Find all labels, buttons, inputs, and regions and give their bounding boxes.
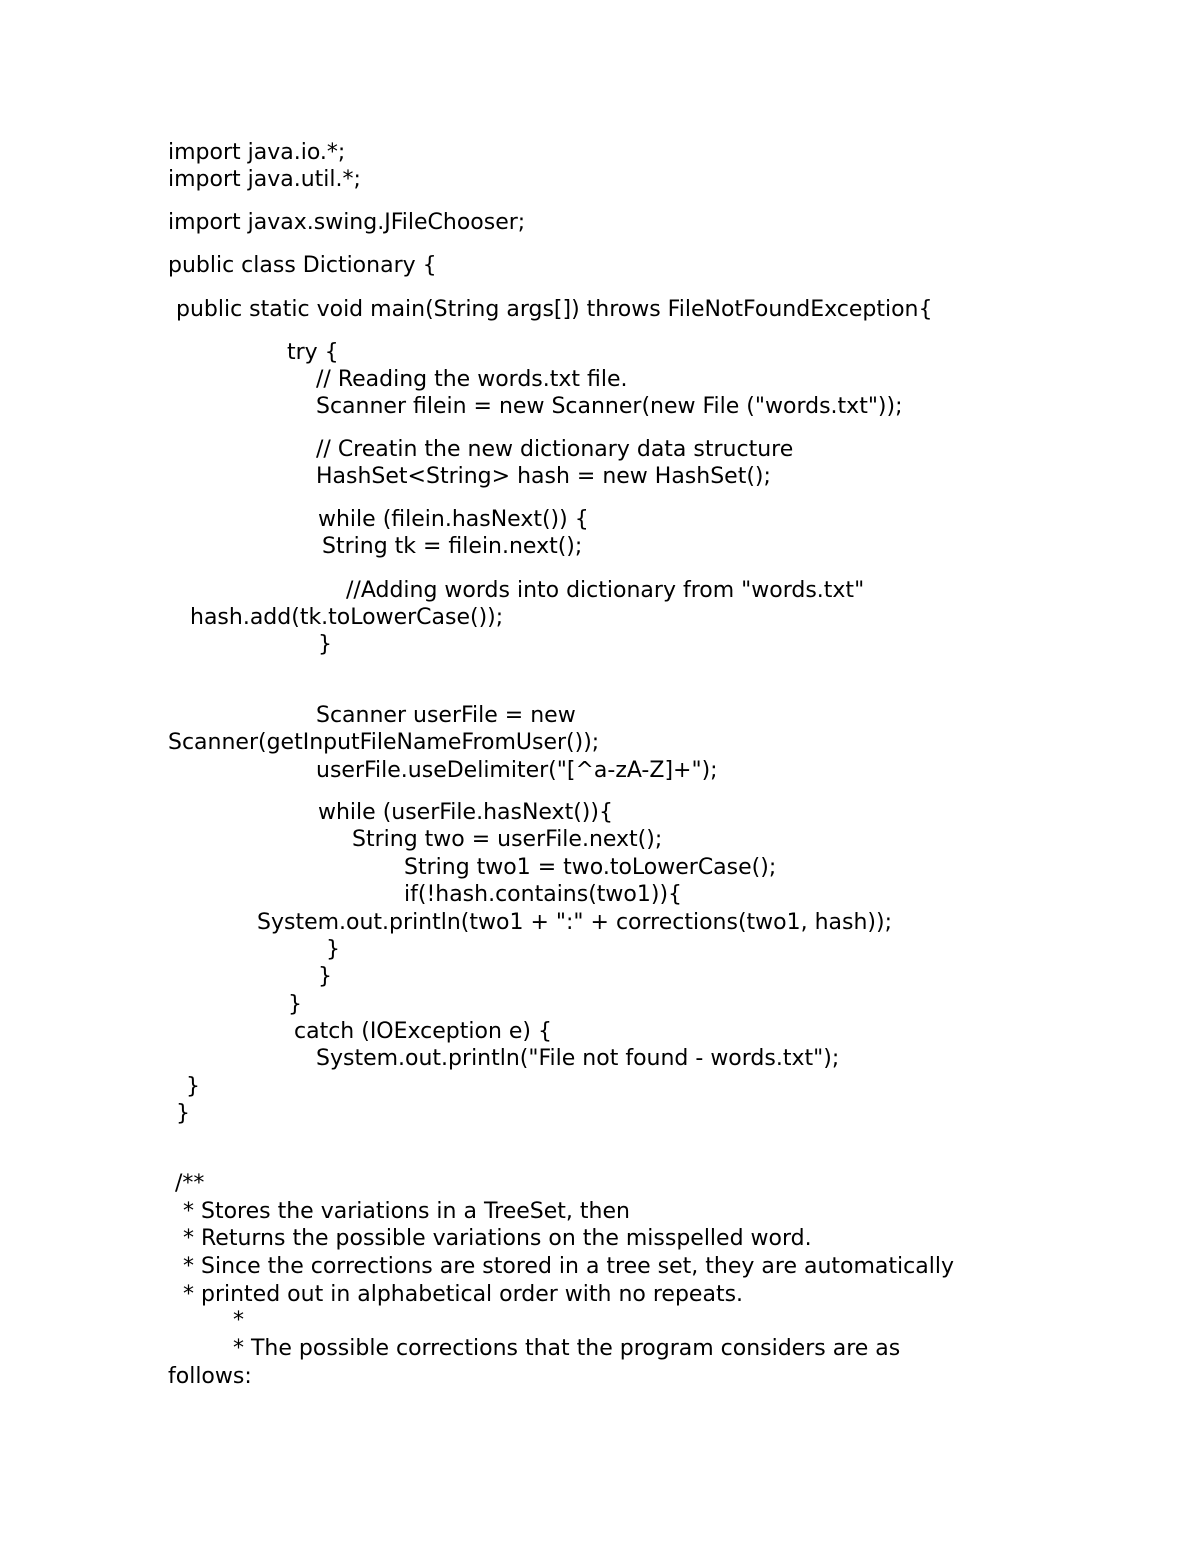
- code-line: String two1 = two.toLowerCase();: [404, 855, 777, 880]
- code-line: }: [288, 992, 302, 1017]
- doc-comment-line: * Stores the variations in a TreeSet, then: [183, 1199, 630, 1224]
- code-line: Scanner filein = new Scanner(new File ("words.txt"));: [316, 394, 903, 419]
- doc-comment-line: follows:: [168, 1364, 252, 1389]
- code-line: System.out.println(two1 + ":" + corrections(two1, hash));: [257, 910, 893, 935]
- code-line: import java.io.*;: [168, 140, 346, 165]
- code-line: hash.add(tk.toLowerCase());: [190, 605, 504, 630]
- code-line: }: [318, 632, 332, 657]
- code-line: }: [318, 964, 332, 989]
- doc-comment-line: * Returns the possible variations on the misspelled word.: [183, 1226, 812, 1251]
- code-line: if(!hash.contains(two1)){: [404, 882, 683, 907]
- code-line: }: [176, 1101, 190, 1126]
- doc-comment-line: /**: [175, 1171, 205, 1196]
- code-line: while (userFile.hasNext()){: [318, 800, 613, 825]
- code-comment: // Creatin the new dictionary data structure: [316, 437, 794, 462]
- doc-comment-line: * Since the corrections are stored in a tree set, they are automatically: [183, 1254, 954, 1279]
- code-line: }: [186, 1074, 200, 1099]
- code-line: Scanner(getInputFileNameFromUser());: [168, 730, 600, 755]
- code-line: userFile.useDelimiter("[^a-zA-Z]+");: [316, 758, 718, 783]
- code-line: public static void main(String args[]) throws FileNotFoundException{: [176, 297, 933, 322]
- code-comment: //Adding words into dictionary from "words.txt": [346, 578, 865, 603]
- doc-comment-line: * The possible corrections that the program considers are as: [233, 1336, 901, 1361]
- code-line: while (filein.hasNext()) {: [318, 507, 589, 532]
- doc-comment-line: *: [233, 1308, 244, 1333]
- doc-comment-line: * printed out in alphabetical order with no repeats.: [183, 1282, 744, 1307]
- code-line: import javax.swing.JFileChooser;: [168, 210, 526, 235]
- code-line: public class Dictionary {: [168, 253, 437, 278]
- code-line: String tk = filein.next();: [322, 534, 583, 559]
- code-line: String two = userFile.next();: [352, 827, 663, 852]
- code-line: System.out.println("File not found - words.txt");: [316, 1046, 840, 1071]
- code-line: try {: [287, 340, 339, 365]
- code-line: import java.util.*;: [168, 167, 361, 192]
- code-comment: // Reading the words.txt file.: [316, 367, 628, 392]
- code-line: HashSet<String> hash = new HashSet();: [316, 464, 771, 489]
- code-line: catch (IOException e) {: [294, 1019, 552, 1044]
- code-line: }: [326, 937, 340, 962]
- code-line: Scanner userFile = new: [316, 703, 576, 728]
